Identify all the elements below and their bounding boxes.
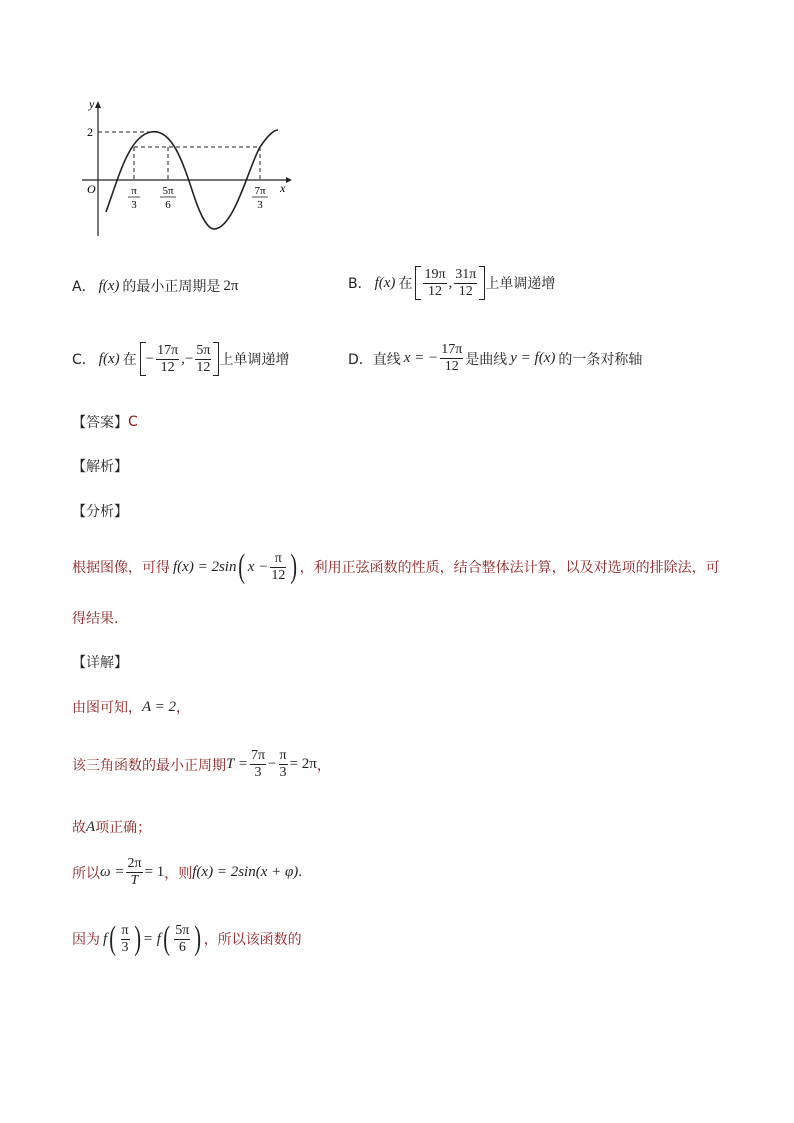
fenxi-label: 【分析】 [72,504,128,520]
x-axis-label: x [280,181,286,195]
x-axis-arrow [286,177,292,183]
detail-l4-frac-den: T [130,873,139,888]
detail-l4-frac-num: 2π [127,856,142,871]
option-b-text2: 上单调递增 [485,276,556,292]
option-c-text2: 上单调递增 [219,352,290,368]
option-c-frac1-den: 12 [160,359,175,375]
analysis-heading [72,456,128,476]
analysis-label: 【解析】 [72,459,128,475]
detail-l2-eq: T = [226,756,248,772]
option-d-eq: x = − [403,350,439,366]
option-b-letter: B． [348,276,372,292]
option-c-frac2-num: 5π [196,342,211,358]
option-b-frac2-den: 12 [458,283,473,299]
option-a-letter: A． [72,279,96,295]
y-tick-2: 2 [87,125,93,139]
detail-l5-frac2-num: 5π [175,922,190,938]
option-d-frac-num: 17π [441,342,463,357]
fenxi-left-paren: ( [238,548,246,585]
detail-line-2 [72,748,331,781]
detail-l3-end: 项正确； [95,820,152,836]
origin-label: O [87,182,96,196]
sine-graph-figure [74,96,294,240]
detail-l1-text: 由图可知， [72,700,142,716]
detail-l2-frac2-num: π [279,748,287,763]
x-tick-5pi6-den: 6 [165,199,171,211]
detail-l3-a: A [86,818,96,835]
x-tick-pi3-den: 3 [131,199,137,211]
option-c-letter: C． [72,352,96,368]
detail-l1-eq: A = 2 [142,698,177,715]
fenxi-line-2 [72,608,118,628]
fenxi-frac-den: 12 [271,567,286,583]
detail-l4-end: . [298,864,303,880]
detail-l4-eq2: f(x) = 2sin(x + φ) [192,864,299,880]
detail-l4-result: = 1 [144,864,165,880]
detail-l5-frac1-den: 3 [121,939,129,955]
option-a-text: 的最小正周期是 [122,279,221,295]
option-b [348,266,555,300]
detail-l5-text: 因为 [72,932,100,948]
detail-line-3 [72,817,151,837]
option-d-eq2: y = f(x) [510,350,556,366]
detail-l5-paren-r2: ) [194,920,202,957]
detail-l5-frac2 [174,923,190,956]
fenxi-right-paren: ) [290,548,298,585]
answer-line [72,412,138,432]
answer-label: 【答案】 [72,415,128,431]
x-tick-5pi6-num: 5π [162,185,174,197]
detail-l5-paren-l2: ( [163,920,171,957]
option-b-frac1-num: 19π [424,266,446,282]
option-c-frac2-den: 12 [196,359,211,375]
detail-l5-frac2-den: 6 [178,939,186,955]
detail-l2-minus: − [268,756,277,772]
option-b-left-bracket [415,266,421,300]
answer-value: C [128,414,138,430]
option-c-frac1 [156,343,179,376]
option-c-frac2 [195,343,211,376]
detail-heading [72,652,128,672]
detail-l5-frac1-num: π [121,922,129,938]
option-a [72,276,238,296]
option-d-frac-den: 12 [444,359,459,374]
detail-line-1 [72,697,190,717]
y-axis-arrow [95,101,101,108]
option-c-frac1-num: 17π [157,342,179,358]
detail-l2-frac2-den: 3 [279,765,287,780]
option-b-frac2 [454,267,477,300]
detail-l5-paren-r1: ) [133,920,141,957]
option-d-frac [440,342,463,375]
option-c [72,342,289,376]
detail-l2-end: ， [316,757,331,774]
detail-l4-eq: ω = [100,864,125,880]
option-a-fx: f(x) [98,277,120,294]
option-c-text: 在 [122,352,137,368]
option-d-letter: D． [348,351,373,368]
detail-line-5 [72,922,302,956]
detail-l2-result: = 2π [289,756,317,772]
detail-l2-frac2 [279,748,288,781]
fenxi-x: x − [247,558,269,575]
detail-l1-end: ， [176,700,191,716]
fenxi-text-1: 根据图像，可得 [72,560,170,576]
detail-l4-text2: ，则 [164,865,193,882]
option-b-frac2-num: 31π [455,266,477,282]
detail-l5-f: f [103,930,108,947]
x-tick-7pi3-num: 7π [254,185,266,197]
option-c-fx: f(x) [98,350,120,367]
option-b-frac1 [423,267,446,300]
option-a-value: 2π [223,277,239,294]
option-b-fx: f(x) [374,274,396,291]
detail-l2-frac1-num: 7π [250,748,266,763]
fenxi-text-3: 得结果. [72,611,119,627]
detail-l5-paren-l1: ( [109,920,117,957]
detail-l5-frac1 [121,923,130,956]
x-tick-7pi3-den: 3 [257,199,263,211]
fenxi-line-1 [72,550,720,584]
fenxi-heading [72,501,128,521]
option-d-text2: 是曲线 [465,351,508,368]
fenxi-text-2: ，利用正弦函数的性质，结合整体法计算，以及对选项的排除法，可 [299,560,720,576]
option-b-comma: , [448,274,453,291]
detail-label: 【详解】 [72,655,128,671]
option-c-comma: ,− [181,350,194,367]
detail-l4-text: 所以 [72,865,100,882]
fenxi-eq: f(x) = 2sin [173,558,237,575]
detail-l4-frac [126,856,142,889]
detail-l2-frac1-den: 3 [254,765,262,780]
option-d-text3: 的一条对称轴 [558,351,643,368]
option-b-frac1-den: 12 [427,283,442,299]
option-b-text: 在 [398,276,413,292]
detail-l2-text: 该三角函数的最小正周期 [72,757,226,774]
y-axis-label: y [89,97,95,111]
option-d-text1: 直线 [372,351,401,368]
x-tick-pi3-num: π [131,185,137,197]
detail-l5-end: ，所以该函数的 [203,932,302,948]
detail-l5-eq: = f [142,930,161,947]
option-d [348,342,642,375]
fenxi-frac-num: π [274,550,282,566]
fenxi-frac [270,551,286,584]
detail-l3-text: 故 [72,820,86,836]
detail-l2-frac1 [250,748,266,781]
option-c-minus: − [145,350,155,367]
detail-line-4 [72,856,302,889]
